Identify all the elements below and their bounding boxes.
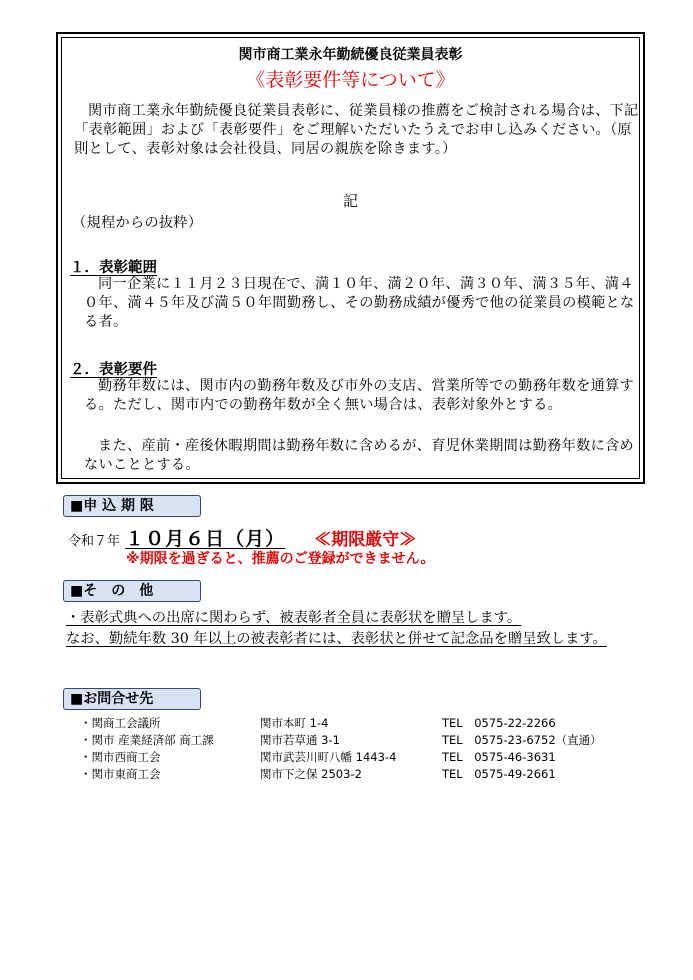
contact-row bbox=[80, 749, 602, 766]
section1-body: 同一企業に１１月２３日現在で、満１０年、満２０年、満３０年、満３５年、満４０年、満４５年及び満５０年間勤務し、その勤務成績が優秀で他の従業員の模範となる者。 bbox=[84, 276, 635, 330]
other-text bbox=[66, 608, 632, 650]
section2-body2: また、産前・産後休暇期間は勤務年数に含めるが、育児休業期間は勤務年数に含めないこととする。 bbox=[84, 438, 635, 473]
other-line2: なお、勤続年数 30 年以上の被表彰者には、表彰状と併せて記念品を贈呈致します。 bbox=[66, 631, 607, 647]
contact-name: ・関市西商工会 bbox=[80, 750, 161, 764]
deadline-prefix: 令和７年 bbox=[68, 534, 121, 549]
other-line1: ・表彰式典への出席に関わらず、被表彰者全員に表彰状を贈呈します。 bbox=[66, 610, 522, 626]
contact-row bbox=[80, 766, 602, 783]
contact-name: ・関商工会議所 bbox=[80, 716, 161, 730]
deadline-strict: ≪期限厳守≫ bbox=[314, 530, 417, 550]
contact-address: 関市武芸川町八幡 1443-4 bbox=[260, 750, 397, 764]
other-tag: ■そ の 他 bbox=[63, 580, 201, 602]
section1-heading: １．表彰範囲 bbox=[70, 259, 157, 276]
contact-tel: TEL 0575-23-6752（直通） bbox=[442, 733, 602, 747]
excerpt-note: （規程からの抜粋） bbox=[72, 215, 203, 231]
contact-tel: TEL 0575-49-2661 bbox=[442, 767, 556, 781]
notice-box-inner bbox=[61, 37, 640, 479]
contact-row bbox=[80, 732, 602, 749]
ki-marker: 記 bbox=[342, 192, 358, 210]
contact-tel: TEL 0575-22-2266 bbox=[442, 716, 556, 730]
deadline-tag: ■申 込 期 限 bbox=[63, 495, 201, 517]
contact-tel: TEL 0575-46-3631 bbox=[442, 750, 556, 764]
contact-address: 関市下之保 2503-2 bbox=[260, 767, 362, 781]
intro-paragraph: 関市商工業永年勤続優良従業員表彰に、従業員様の推薦をご検討される場合は、下記「表彰範囲」および「表彰要件」をご理解いただいたうえでお申し込みください。（原則として、表彰対象は会社役員、同居の親族を除きます。） bbox=[74, 103, 639, 157]
contact-address: 関市若草通 3-1 bbox=[260, 733, 340, 747]
notice-subtitle: 《表彰要件等について》 bbox=[246, 69, 455, 91]
contact-list bbox=[80, 715, 602, 783]
notice-title: 関市商工業永年勤続優良従業員表彰 bbox=[238, 47, 463, 63]
section2-heading: ２．表彰要件 bbox=[70, 361, 157, 378]
section2-body1: 勤務年数には、関市内の勤務年数及び市外の支店、営業所等での勤務年数を通算する。ただし、関市内での勤務年数が全く無い場合は、表彰対象外とする。 bbox=[84, 378, 635, 413]
contact-address: 関市本町 1-4 bbox=[260, 716, 329, 730]
contact-name: ・関市 産業経済部 商工課 bbox=[80, 733, 214, 747]
contact-name: ・関市東商工会 bbox=[80, 767, 161, 781]
deadline-date: １０月６日（月） bbox=[125, 528, 286, 550]
contact-row bbox=[80, 715, 602, 732]
deadline-warning: ※期限を過ぎると、推薦のご登録ができません。 bbox=[126, 551, 435, 567]
deadline-line bbox=[68, 524, 416, 551]
notice-box bbox=[56, 32, 645, 484]
contact-tag: ■お問合せ先 bbox=[63, 688, 201, 710]
